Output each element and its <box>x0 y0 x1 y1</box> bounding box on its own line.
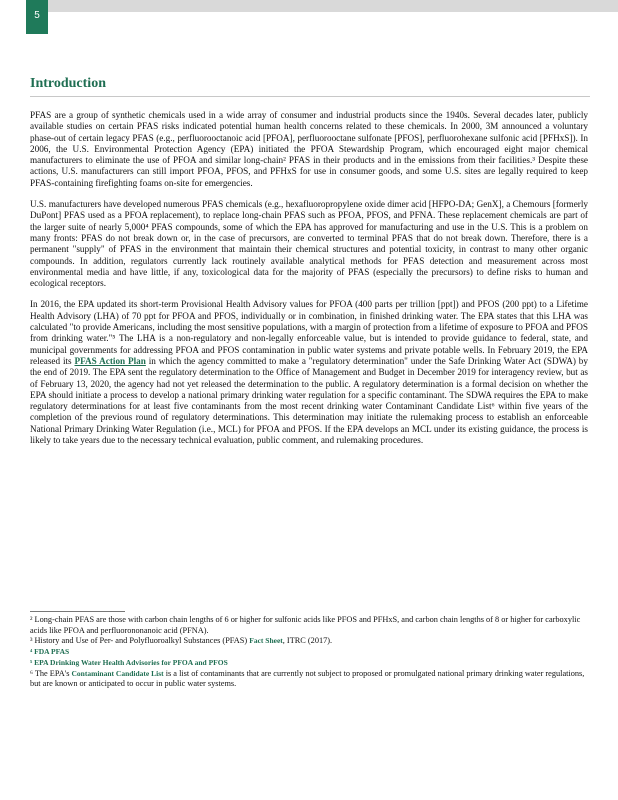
footnotes <box>30 615 588 690</box>
footnote-3-text-b: , ITRC (2017). <box>282 636 333 646</box>
footnote-divider <box>30 611 125 612</box>
pfas-action-plan-link[interactable]: PFAS Action Plan <box>74 355 146 366</box>
contaminant-candidate-list-link[interactable]: Contaminant Candidate List <box>71 668 164 678</box>
section-heading: Introduction <box>30 76 106 91</box>
heading-divider <box>30 96 590 97</box>
footnote-3-text-a: ³ History and Use of Per- and Polyfluoroalkyl Substances (PFAS) <box>30 636 250 646</box>
page-number-badge: 5 <box>26 0 48 34</box>
header-bar <box>26 0 618 12</box>
footnote-2: ² Long-chain PFAS are those with carbon chain lengths of 6 or higher for sulfonic acids like PFOS and PFHxS, and carbon chain lengths of 8 or higher for carboxylic acids like PFOA and perfluorononanoic acid (PFNA). <box>30 615 581 635</box>
paragraph-3-text-a: In 2016, the EPA updated its short-term Provisional Health Advisory values for PFOA (400 parts per trillion [ppt]) and PFOS (200 ppt) to a Lifetime Health Advisory (LHA) of 70 ppt for PFOA and PFOS, individually or in combination, in finished drinking water. The EPA states that this LHA was calculated "to provide Americans, including the most sensitive populations, with a margin of protection from a lifetime of exposure to PFOA and PFOS from drinking water."⁵ The LHA is a non-regulatory and non-legally enforceable value, but is intended to provide guidance to federal, state, and municipal governments for addressing PFOA and PFOS contamination in public water systems and private potable wells. In February 2019, the EPA released its <box>30 299 588 366</box>
paragraph-2: U.S. manufacturers have developed numerous PFAS chemicals (e.g., hexafluoropropylene oxide dimer acid [HFPO-DA; GenX], a Chemours [formerly DuPont] PFAS used as a PFOA replacement), to replace long-chain PFAS such as PFOA, PFOS, and PFNA. These replacement chemicals are part of the larger suite of nearly 5,000⁴ PFAS compounds, some of which the EPA has approved for manufacturing and use in the U.S. This is a problem on many fronts: PFAS do not break down or, in the case of precursors, are converted to terminal PFAS that do not break down. Therefore, there is a permanent "supply" of PFAS in the environment that maintain their chemical structures and potential toxicity, in contrast to many other organic compounds. In addition, regulators currently lack routinely available analytical methods for PFAS detection and measurement across most environmental media and have little, if any, toxicological data for the majority of PFAS (especially the precursors) to define risks to human and ecological receptors. <box>30 199 588 289</box>
paragraph-3-text-b: in which the agency committed to make a "regulatory determination" under the Safe Drinking Water Act (SDWA) by the end of 2019. The EPA sent the regulatory determination to the Office of Management and Budget in December 2019 for interagency review, but as of February 13, 2020, the agency had not yet released the determination to the public. A regulatory determination is a formal decision on whether the EPA should initiate a process to develop a national primary drinking water regulation for a specific contaminant. The SDWA requires the EPA to make regulatory determinations for at least five contaminants from the most recent drinking water Contaminant Candidate List⁶ within five years of the completion of the previous round of regulatory determinations. This determination may initiate the rulemaking process to establish an enforceable National Primary Drinking Water Regulation (i.e., MCL) for PFOA and PFOS. If the EPA develops an MCL under its existing guidance, the process is likely to take years due to the necessary technical evaluation, public comment, and rulemaking procedures. <box>30 355 588 446</box>
footnote-5-link[interactable]: ⁵ EPA Drinking Water Health Advisories for PFOA and PFOS <box>30 657 228 667</box>
paragraph-1: PFAS are a group of synthetic chemicals used in a wide array of consumer and industrial products since the 1940s. Several decades later, publicly available studies on certain PFAS risks indicated potential human health concerns related to these chemicals. In 2000, 3M announced a voluntary phase-out of certain legacy PFAS (e.g., perfluorooctanoic acid [PFOA], perfluorooctane sulfonate [PFOS], perfluorohexane sulfonic acid [PFHxS]). In 2006, the U.S. Environmental Protection Agency (EPA) initiated the PFOA Stewardship Program, which encouraged eight major chemical manufacturers to eliminate the use of PFOA and similar long-chain² PFAS in their products and in the emissions from their facilities.³ Despite these actions, U.S. manufacturers can still import PFOA, PFOS, and PFHxS for use in consumer goods, and some U.S. sites are legally required to keep PFAS-containing firefighting foams on-site for emergencies. <box>30 110 588 188</box>
footnote-4-link[interactable]: ⁴ FDA PFAS <box>30 647 70 657</box>
paragraph-3 <box>30 299 588 446</box>
footnote-6-text-b: is a list of contaminants that are currently not subject to proposed or promulgated national primary drinking water regulations, but are known or anticipated to occur in public water systems. <box>30 668 585 689</box>
body-text <box>30 110 588 456</box>
footnote-3 <box>30 636 588 647</box>
footnote-6-text-a: ⁶ The EPA's <box>30 668 72 678</box>
fact-sheet-link[interactable]: Fact Sheet <box>249 636 283 646</box>
footnote-6 <box>30 669 588 690</box>
